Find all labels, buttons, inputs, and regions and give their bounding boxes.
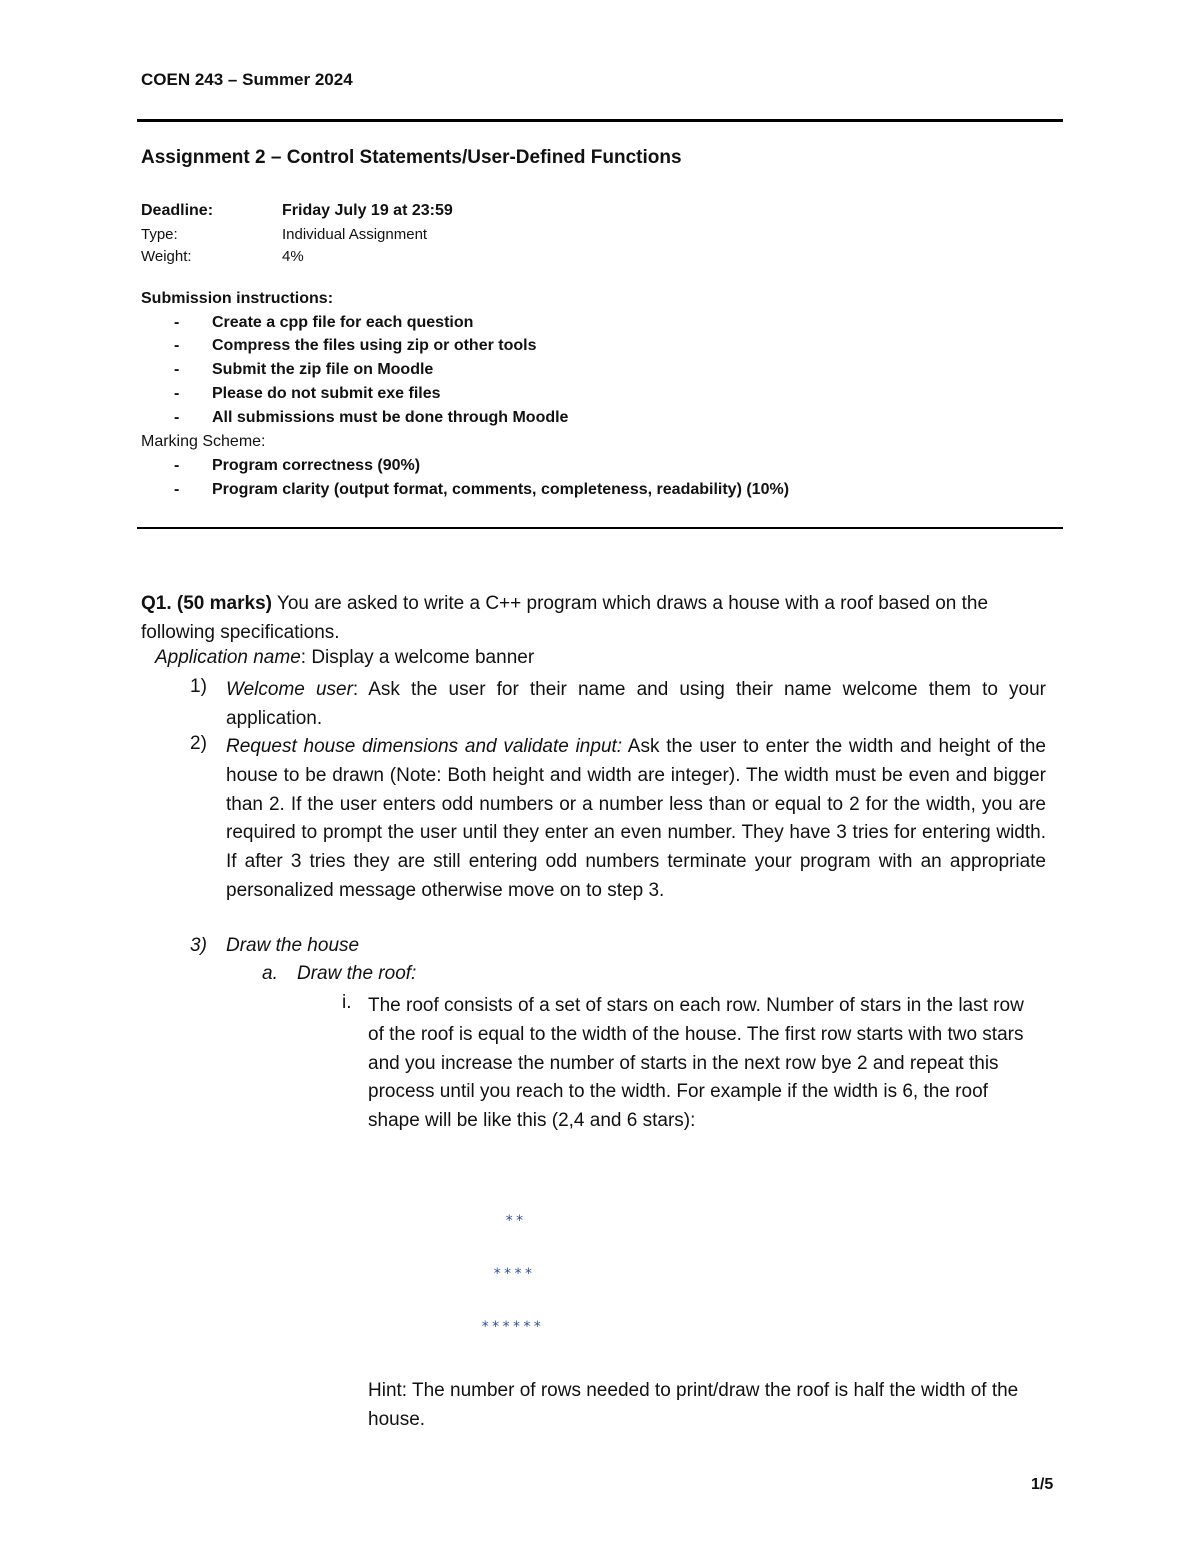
weight-value: 4% [282,248,304,265]
step2-text [226,733,1046,906]
top-divider [137,119,1063,122]
type-label: Type: [141,226,178,243]
weight-label: Weight: [141,248,192,265]
step3-label: Draw the house [226,935,360,956]
sub-i-text: The roof consists of a set of stars on each row. Number of stars in the last row of the roof is equal to the width of the house. The first row starts with two stars and you increase the number of starts in the next row bye 2 and repeat this process until you reach to the width. For example if the width is 6, the roof shape will be like this (2,4 and 6 stars): [368,995,1024,1132]
q1-heading: Q1. (50 marks) [141,593,272,614]
application-name-label: Application name [155,647,301,668]
step2-body: Ask the user to enter the width and height of the house to be drawn (Note: Both height and width are integer). The width must be even and bigger than 2. If the user enters odd numbers or a number less than or equal to 2 for the width, you are required to prompt the user until they enter an even number. They have 3 tries for entering width. If after 3 tries they are still entering odd numbers terminate your program with an appropriate personalized message otherwise move on to step 3. [226,736,1046,901]
type-value: Individual Assignment [282,226,428,243]
step3-number: 3) [190,935,207,956]
q1-intro [141,590,1066,647]
q1-intro-text: You are asked to write a C++ program which draws a house with a roof based on the following specifications. [141,593,989,643]
step2-number: 2) [190,733,207,754]
roof-row: ****** [481,1319,544,1335]
step1-number: 1) [190,676,207,697]
hint-text: Hint: The number of rows needed to print/draw the roof is half the width of the house. [368,1380,1019,1430]
deadline-label: Deadline: [141,202,214,219]
step1-text [226,676,1046,734]
sub-i-number: i. [342,992,352,1013]
page-number: 1/5 [1031,1476,1054,1493]
roof-row: **** [493,1266,535,1282]
document-page: COEN 243 – Summer 2024 Assignment 2 – Control Statements/User-Defined Functions Deadline: Friday July 19 at 23:59 Type: Individual Assignment Weight: 4% Submission instructions: - Create a cpp file for each question - Compress the files using zip or other tools - Submit the zip file on Moodle - Please do not submit exe files - All submissions must be done through Moodle Marking Scheme: - Program correctness (90%) - Program clarity (output format, comments, completeness, readability) (10%) Q1. (50 marks) You are asked to write a C++ program which draws a house with a roof based on the following specifications. Application name: Display a welcome banner 1) Welcome user: Ask the user for their name and using their name welcome them to your application. 2) Request house dimensions and validate input: Ask the user to enter the width and height of the house to be drawn (Note: Both height and width are integer). The width must be even and bigger than 2. If the user enters odd numbers or a number less than or equal to 2 for the width, you are required to prompt the user until they enter an even number. They have 3 tries for entering width. If after 3 tries they are still entering odd numbers terminate your program with an appropriate personalized message otherwise move on to step 3. 3) Draw the house a. Draw the roof: i. The roof consists of a set of stars on each row. Number of stars in the last row of the roof is equal to the width of the house. The first row starts with two stars and you increase the number of starts in the next row bye 2 and repeat this process until you reach to the width. For example if the width is 6, the roof shape will be like this (2,4 and 6 stars): ** **** ****** Hint: The number of rows needed to print/draw the roof is half the width of the house. 1/5 [0,0,1200,1553]
application-name-text: : Display a welcome banner [300,647,535,668]
submission-label: Submission instructions: [141,290,334,307]
marking-label: Marking Scheme: [141,433,266,450]
step1-label: Welcome user [226,679,353,700]
step2-label: Request house dimensions and validate input: [226,736,623,757]
deadline-value: Friday July 19 at 23:59 [282,202,453,219]
assignment-title: Assignment 2 – Control Statements/User-Defined Functions [141,147,682,168]
step1-body: : Ask the user for their name and using their name welcome them to your application. [226,679,1046,729]
roof-row: ** [505,1213,526,1229]
course-header: COEN 243 – Summer 2024 [141,70,353,89]
sub-a-number: a. [262,963,278,984]
application-name-line [155,647,534,669]
bottom-divider [137,527,1063,529]
sub-a-label: Draw the roof: [297,963,417,984]
